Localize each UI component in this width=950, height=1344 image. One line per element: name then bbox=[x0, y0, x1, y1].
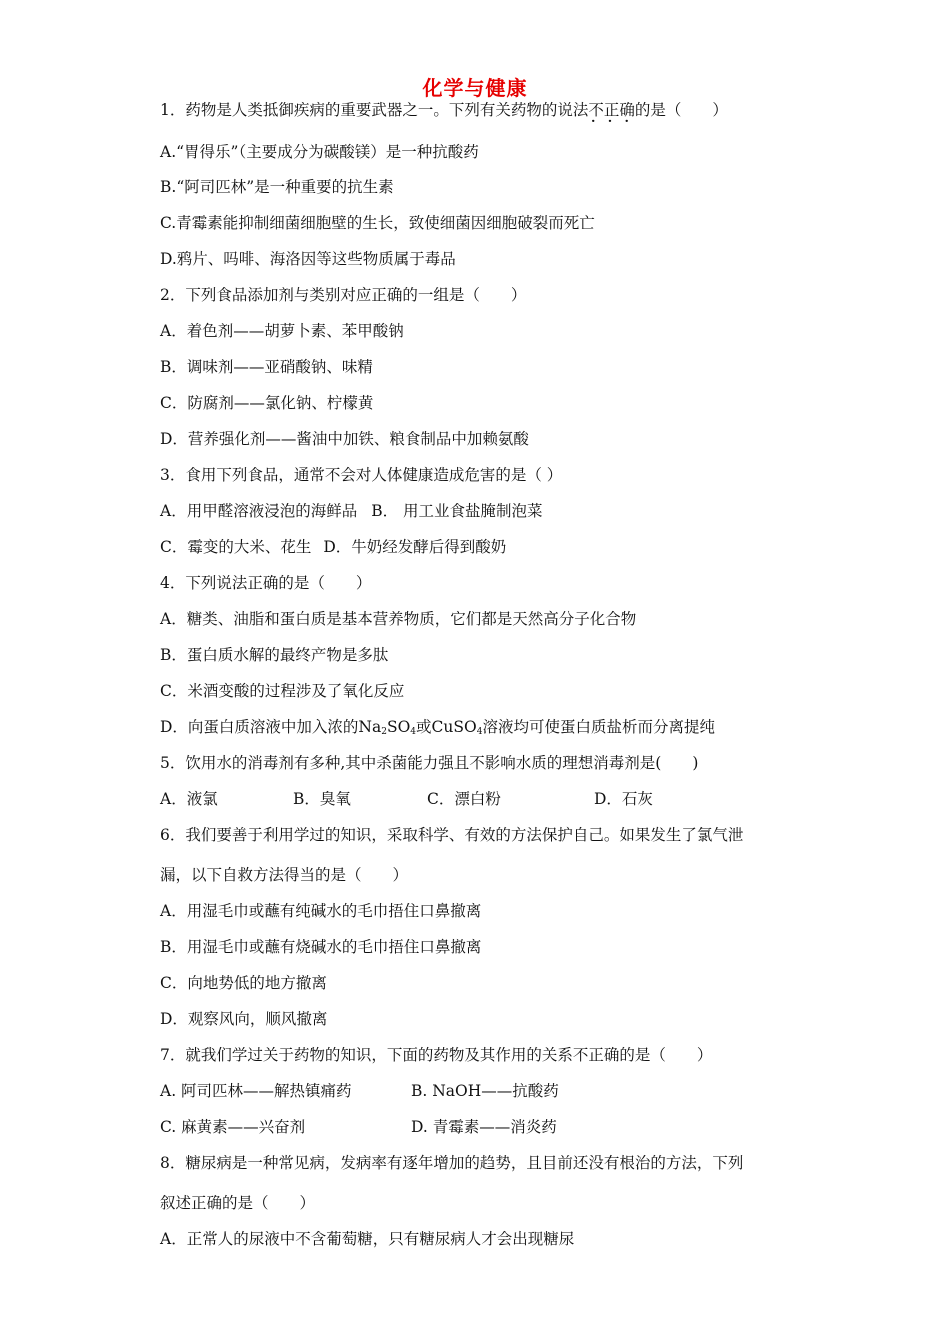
question-1-option-b: B.“阿司匹林”是一种重要的抗生素 bbox=[160, 178, 394, 196]
subscript: 4 bbox=[410, 727, 417, 737]
page-title: 化学与健康 bbox=[422, 76, 528, 100]
question-4-option-c: C．米酒变酸的过程涉及了氧化反应 bbox=[160, 682, 405, 700]
option-d-text: D．向蛋白质溶液中加入浓的Na bbox=[160, 718, 382, 736]
stem-tail: 的是（ ） bbox=[634, 101, 728, 119]
question-8-stem: 8．糖尿病是一种常见病，发病率有逐年增加的趋势，且目前还没有根治的方法，下列 bbox=[160, 1154, 744, 1172]
question-6-option-a: A．用湿毛巾或蘸有纯碱水的毛巾捂住口鼻撤离 bbox=[160, 902, 482, 920]
question-7-option-d: D. 青霉素——消炎药 bbox=[411, 1118, 557, 1136]
question-7-stem: 7．就我们学过关于药物的知识，下面的药物及其作用的关系不正确的是（ ） bbox=[160, 1046, 713, 1064]
question-6-stem: 6．我们要善于利用学过的知识，采取科学、有效的方法保护自己。如果发生了氯气泄 bbox=[160, 826, 744, 844]
question-7-option-c: C. 麻黄素——兴奋剂 bbox=[160, 1118, 306, 1136]
option-d-text: 溶液均可使蛋白质盐析而分离提纯 bbox=[482, 718, 715, 736]
question-2-stem: 2．下列食品添加剂与类别对应正确的一组是（ ） bbox=[160, 286, 527, 304]
question-4-option-a: A．糖类、油脂和蛋白质是基本营养物质，它们都是天然高分子化合物 bbox=[160, 610, 637, 628]
question-2-option-a: A．着色剂——胡萝卜素、苯甲酸钠 bbox=[160, 322, 404, 340]
question-6-stem-continued: 漏，以下自救方法得当的是（ ） bbox=[160, 866, 409, 884]
question-3-options-row-1 bbox=[160, 501, 543, 521]
question-7-option-b: B. NaOH——抗酸药 bbox=[411, 1082, 559, 1100]
question-2-option-b: B．调味剂——亚硝酸钠、味精 bbox=[160, 358, 373, 376]
option-d-text: 或CuSO bbox=[416, 718, 477, 736]
question-3-option-d: D．牛奶经发酵后得到酸奶 bbox=[323, 538, 507, 556]
subscript: 4 bbox=[476, 727, 483, 737]
question-6-option-c: C．向地势低的地方撤离 bbox=[160, 974, 327, 992]
question-3-option-b: B． 用工业食盐腌制泡菜 bbox=[371, 502, 543, 520]
question-3-stem: 3．食用下列食品，通常不会对人体健康造成危害的是（ ） bbox=[160, 466, 563, 484]
question-1-stem bbox=[160, 100, 728, 120]
question-4-option-b: B．蛋白质水解的最终产物是多肽 bbox=[160, 646, 389, 664]
question-6-option-b: B．用湿毛巾或蘸有烧碱水的毛巾捂住口鼻撤离 bbox=[160, 938, 482, 956]
question-3-option-c: C．霉变的大米、花生 bbox=[160, 538, 312, 556]
subscript: 2 bbox=[381, 727, 387, 737]
question-7-option-a: A. 阿司匹林——解热镇痛药 bbox=[160, 1082, 352, 1100]
question-5-option-a: A．液氯 bbox=[160, 790, 218, 808]
question-8-option-a: A．正常人的尿液中不含葡萄糖，只有糖尿病人才会出现糖尿 bbox=[160, 1230, 575, 1248]
question-4-stem: 4．下列说法正确的是（ ） bbox=[160, 574, 372, 592]
question-5-stem: 5．饮用水的消毒剂有多种,其中杀菌能力强且不影响水质的理想消毒剂是( ) bbox=[160, 754, 699, 772]
question-2-option-c: C．防腐剂——氯化钠、柠檬黄 bbox=[160, 394, 374, 412]
option-d-text: SO bbox=[386, 718, 411, 736]
question-1-option-c: C.青霉素能抑制细菌细胞壁的生长，致使细菌因细胞破裂而死亡 bbox=[160, 214, 595, 232]
emphasis-text: 不正确 · · · bbox=[588, 100, 635, 120]
question-1-option-a: A.“胃得乐”（主要成分为碳酸镁）是一种抗酸药 bbox=[160, 143, 479, 161]
question-3-option-a: A．用甲醛溶液浸泡的海鲜品 bbox=[160, 502, 358, 520]
question-5-option-b: B．臭氧 bbox=[293, 790, 351, 808]
question-3-options-row-2 bbox=[160, 537, 506, 557]
question-8-stem-continued: 叙述正确的是（ ） bbox=[160, 1194, 316, 1212]
question-2-option-d: D．营养强化剂——酱油中加铁、粮食制品中加赖氨酸 bbox=[160, 430, 529, 448]
question-6-option-d: D．观察风向，顺风撤离 bbox=[160, 1010, 328, 1028]
stem-text: 1．药物是人类抵御疾病的重要武器之一。下列有关药物的说法 bbox=[160, 101, 589, 119]
question-5-option-c: C．漂白粉 bbox=[427, 790, 501, 808]
question-4-option-d bbox=[160, 717, 715, 742]
question-5-option-d: D．石灰 bbox=[594, 790, 653, 808]
question-1-option-d: D.鸦片、吗啡、海洛因等这些物质属于毒品 bbox=[160, 250, 456, 268]
